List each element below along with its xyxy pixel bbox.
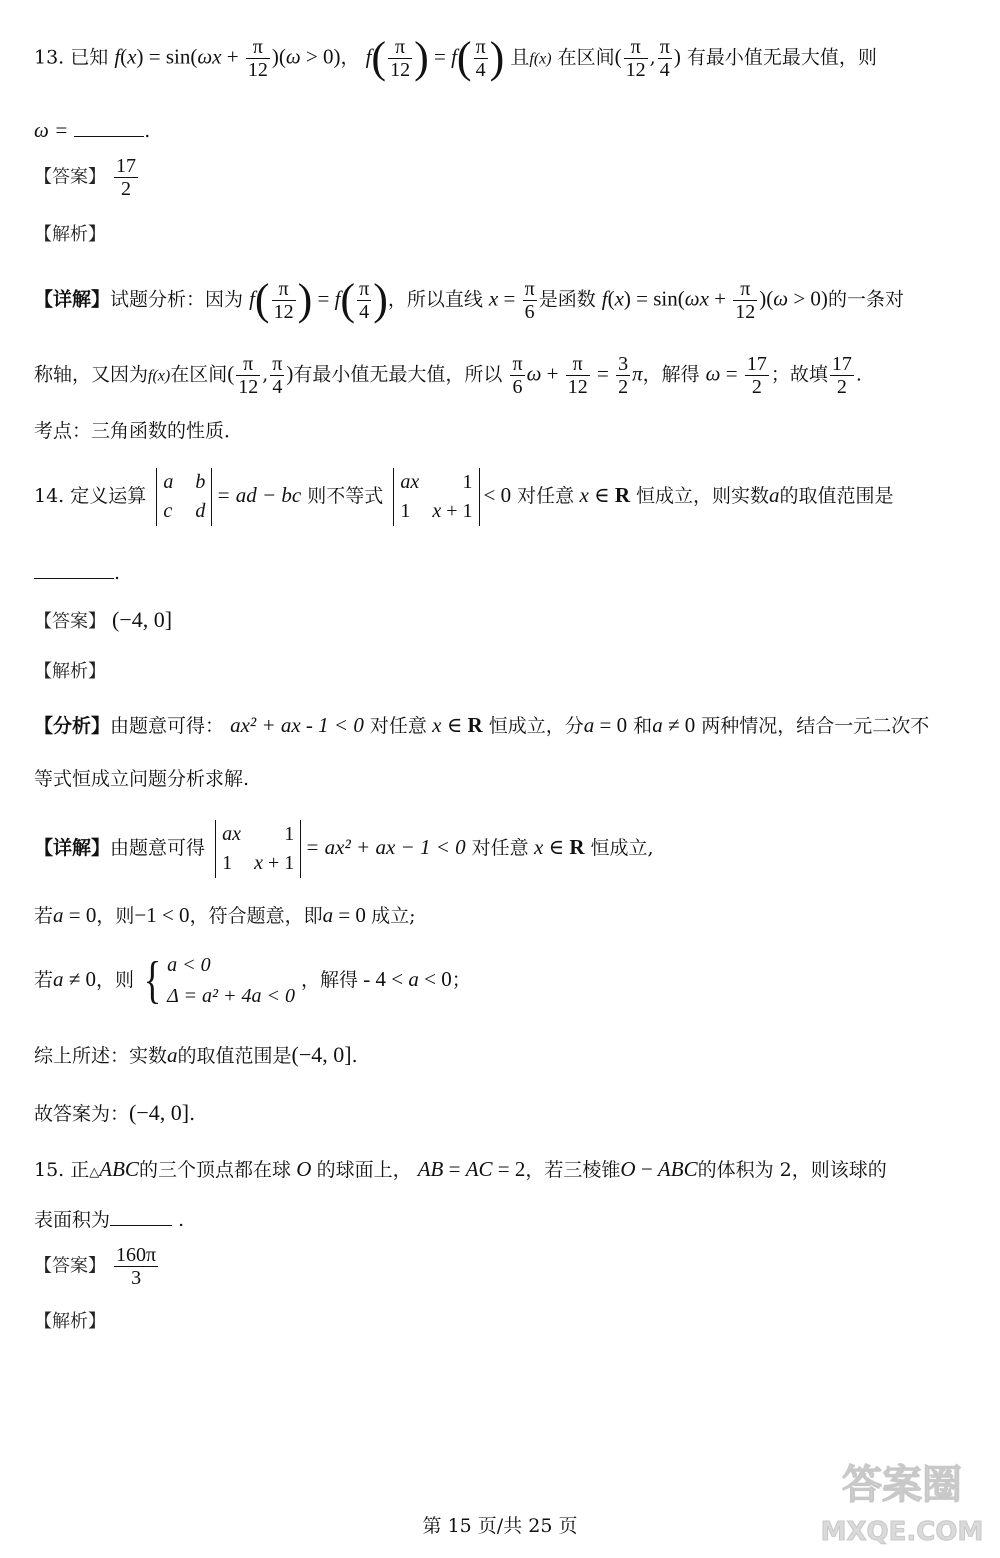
q13-detail-line2: 称轴，又因为f(x)在区间( $\frac{\pi}{12}$ , $\frac{\pi}{4}$ )有最小值无最大值，所以 $\frac{\pi}{6}$ ω + $\frac{\pi}{12}$ = $\frac{3}{2}$ π，解得 ω = $\frac{17}{2}$ ；故填 $\frac{17}{2}$ . [34, 353, 862, 398]
q13-analysis-label: 【解析】 [34, 224, 106, 245]
q13-answer-blank [74, 118, 144, 137]
page-footer: 第 15 页/共 25 页 [422, 1515, 578, 1537]
q13-func-f: f [114, 44, 121, 69]
q13-number: 13. [34, 46, 65, 69]
q13-answer-label: 【答案】 [34, 166, 106, 188]
q14-det-inequality: ax 1 1 x + 1 [393, 468, 479, 526]
q15-number: 15. [34, 1159, 65, 1181]
q13-text-minmax: 有最小值无最大值，则 [686, 46, 877, 69]
q13-line1: 13. 已知 f(x) = sin(ωx + $\frac{\pi}{12}$ )(ω > 0)， f( $\frac{\pi}{12}$ ) = f( $\frac{\pi}{4}$ ) 且f(x) 在区间( $\frac{\pi}{12}$ , $\frac{\pi}{4}$ ) 有最小值无最大值，则 [34, 33, 877, 82]
q14-answer-value: (−4, 0] [112, 607, 173, 632]
q14-fenxi-line1: 【分析】由题意可得： ax² + ax - 1 < 0 对任意 x ∈ R 恒成立，分a = 0 和a ≠ 0 两种情况，结合一元二次不 [34, 713, 930, 737]
q13-line2: ω = . [34, 118, 151, 142]
q13-text-interval: 在区间 [557, 46, 615, 69]
q14-case1: 若a = 0，则−1 < 0，符合题意，即a = 0 成立; [34, 903, 416, 927]
q14-detail-line1: 【详解】由题意可得 ax 1 1 x + 1 = ax² + ax − 1 < 0 对任意 x ∈ R 恒成立, [34, 820, 654, 878]
q13-detail-label: 【详解】 [34, 288, 111, 311]
q13-answer-value: $\frac{17}{2}$ [116, 155, 137, 200]
q14-answer: 【答案】 (−4, 0] [34, 607, 173, 632]
q14-answer-blank [34, 560, 114, 579]
q13-answer [34, 155, 140, 200]
q15-answer: 【答案】 $\frac{160\pi}{3}$ [34, 1244, 157, 1289]
svg-text:MXQE.COM: MXQE.COM [820, 1517, 984, 1547]
q15-answer-value: $\frac{160\pi}{3}$ [116, 1244, 157, 1289]
q13-text-known: 已知 [70, 46, 109, 69]
q14-fenxi-line2: 等式恒成立问题分析求解. [34, 768, 250, 790]
q13-kaodian: 考点：三角函数的性质． [34, 420, 244, 442]
q13-detail-line1: 【详解】试题分析：因为 f( $\frac{\pi}{12}$ ) = f( $\frac{\pi}{4}$ )，所以直线 x = $\frac{\pi}{6}$ 是函数 f(x) = sin(ωx + $\frac{\pi}{12}$ )(ω > 0)的一条对 [34, 275, 904, 324]
q14-line1: 14. 定义运算 a b c d = ad − bc 则不等式 ax 1 1 x + 1 < 0 对任意 x ∈ R 恒成立，则实数a的取值范围是 [34, 468, 894, 526]
q14-summary: 综上所述：实数a的取值范围是(−4, 0]. [34, 1042, 358, 1067]
q13-text-and: 且 [510, 46, 530, 69]
q15-answer-blank [110, 1207, 172, 1226]
q15-line1: 15. 正△ABC的三个顶点都在球 O 的球面上， AB = AC = 2，若三棱锥O − ABC的体积为 2，则该球的 [34, 1157, 887, 1181]
q14-det-definition: a b c d [156, 468, 212, 526]
q14-analysis-label: 【解析】 [34, 661, 106, 682]
q14-line2: . [34, 560, 120, 585]
q13-omega-blank-prefix: ω = [34, 118, 69, 142]
q15-analysis-label: 【解析】 [34, 1311, 106, 1332]
svg-text:答案圈: 答案圈 [842, 1462, 962, 1508]
q14-case2: 若a ≠ 0，则 { a < 0 Δ = a² + 4a < 0 ，解得 - 4 < a < 0； [34, 950, 471, 1012]
q14-system: { a < 0 Δ = a² + 4a < 0 [143, 952, 295, 1009]
q14-final: 故答案为：(−4, 0]. [34, 1100, 196, 1125]
q14-number: 14. [34, 485, 65, 507]
q15-line2: 表面积为 . [34, 1209, 185, 1231]
q13-frac-pi12: $\frac{\pi}{12}$ [247, 35, 268, 81]
